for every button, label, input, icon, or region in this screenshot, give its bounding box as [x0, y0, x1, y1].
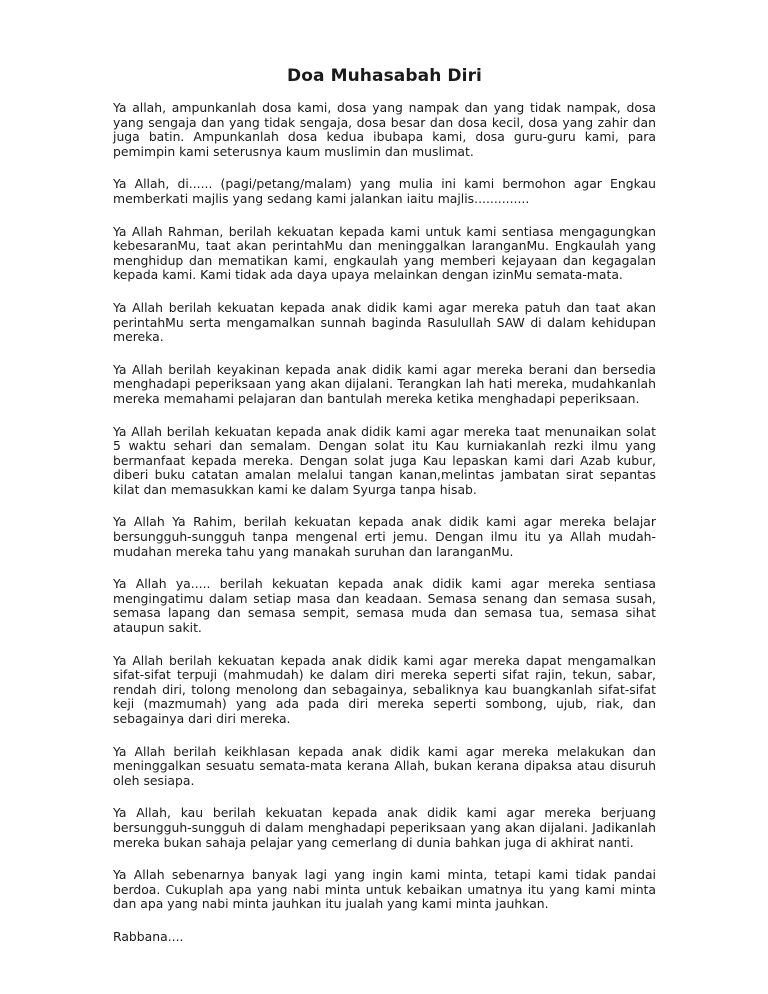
paragraph-13: Rabbana....	[113, 928, 184, 944]
paragraph-9: Ya Allah berilah kekuatan kepada anak didik kami agar mereka dapat mengamalkan sifat-sifat terpuji (mahmudah) ke dalam diri mereka seperti sifat rajin, tekun, sabar, rendah diri, tolong menolong dan sebagainya, sebaliknya kau buangkanlah sifat-sifat keji (mazmumah) yang ada pada diri mereka seperti sombong, ujub, riak, dan sebagainya dari diri mereka.	[113, 652, 656, 726]
paragraph-6: Ya Allah berilah kekuatan kepada anak didik kami agar mereka taat menunaikan solat 5 waktu sehari dan semalam. Dengan solat itu Kau kurniakanlah rezki ilmu yang bermanfaat kepada mereka. Dengan solat juga Kau lepaskan kami dari Azab kubur, diberi buku catatan amalan melalui tangan kanan,melintas jambatan sirat sepantas kilat dan memasukkan kami ke dalam Syurga tanpa hisab.	[113, 423, 656, 497]
paragraph-2: Ya Allah, di...... (pagi/petang/malam) yang mulia ini kami bermohon agar Engkau memberkati majlis yang sedang kami jalankan iaitu majlis..............	[113, 176, 656, 206]
paragraph-10: Ya Allah berilah keikhlasan kepada anak didik kami agar mereka melakukan dan meninggalkan sesuatu semata-mata kerana Allah, bukan kerana dipaksa atau disuruh oleh sesiapa.	[113, 743, 656, 788]
paragraph-4: Ya Allah berilah kekuatan kepada anak didik kami agar mereka patuh dan taat akan perintahMu serta mengamalkan sunnah baginda Rasulullah SAW di dalam kehidupan mereka.	[113, 299, 656, 345]
document-title: Doa Muhasabah Diri	[287, 66, 482, 86]
paragraph-5: Ya Allah berilah keyakinan kepada anak didik kami agar mereka berani dan bersedia menghadapi peperiksaan yang akan dijalani. Terangkan lah hati mereka, mudahkanlah mereka memahami pelajaran dan bantulah mereka ketika menghadapi peperiksaan.	[113, 361, 656, 406]
paragraph-1: Ya allah, ampunkanlah dosa kami, dosa yang nampak dan yang tidak nampak, dosa yang sengaja dan yang tidak sengaja, dosa besar dan dosa kecil, dosa yang zahir dan juga batin. Ampunkanlah dosa kedua ibubapa kami, dosa guru-guru kami, para pemimpin kami seterusnya kaum muslimin dan muslimat.	[113, 100, 656, 159]
document-page	[113, 0, 656, 945]
paragraph-12: Ya Allah sebenarnya banyak lagi yang ingin kami minta, tetapi kami tidak pandai berdoa. Cukuplah apa yang nabi minta untuk kebaikan umatnya itu yang kami minta dan apa yang nabi minta jauhkan itu jualah yang kami minta jauhkan.	[113, 867, 656, 912]
paragraph-8: Ya Allah ya..... berilah kekuatan kepada anak didik kami agar mereka sentiasa mengingatimu dalam setiap masa dan keadaan. Semasa senang dan semasa susah, semasa lapang dan semasa sempit, semasa muda dan semasa tua, semasa sihat ataupun sakit.	[113, 576, 656, 636]
paragraph-7: Ya Allah Ya Rahim, berilah kekuatan kepada anak didik kami agar mereka belajar bersungguh-sungguh tanpa mengenal erti jemu. Dengan ilmu itu ya Allah mudah-mudahan mereka tahu yang manakah suruhan dan laranganMu.	[113, 514, 656, 559]
paragraph-11: Ya Allah, kau berilah kekuatan kepada anak didik kami agar mereka berjuang bersungguh-sungguh di dalam menghadapi peperiksaan yang akan dijalani. Jadikanlah mereka bukan sahaja pelajar yang cemerlang di dunia bahkan juga di akhirat nanti.	[113, 805, 656, 850]
paragraph-3: Ya Allah Rahman, berilah kekuatan kepada kami untuk kami sentiasa mengagungkan kebesaranMu, taat akan perintahMu dan meninggalkan laranganMu. Engkaulah yang menghidup dan mematikan kami, engkaulah yang memberi kejayaan dan kegagalan kepada kami. Kami tidak ada daya upaya melainkan dengan izinMu semata-mata.	[113, 223, 656, 283]
